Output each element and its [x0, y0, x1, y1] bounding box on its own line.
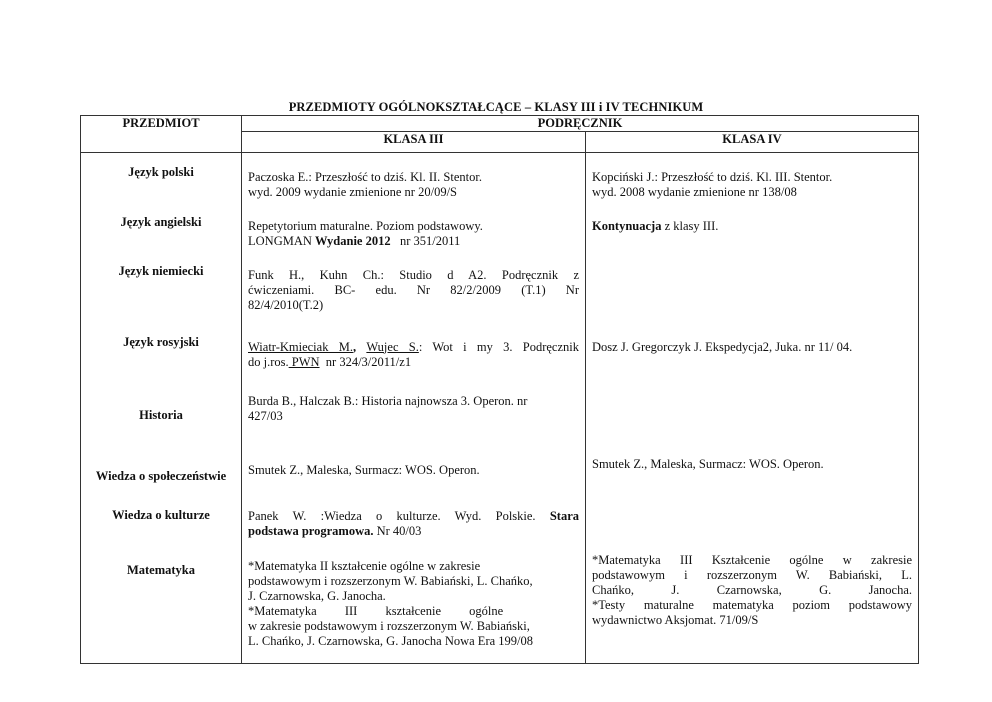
table-row: [81, 331, 919, 392]
class4-cell: [586, 215, 919, 264]
table-row: [81, 550, 919, 664]
subject-cell: [81, 215, 242, 264]
subject-cell: [81, 451, 242, 507]
header-empty-cell: [81, 132, 242, 153]
language-text: do j.ros.: [248, 354, 289, 369]
class3-line: Paczoska E.: Przeszłość to dziś. Kl. II. Stentor.: [248, 169, 482, 184]
class3-line: [248, 340, 579, 355]
class3-line: *Matematyka II kształcenie ogólne w zakresie: [248, 558, 481, 573]
class3-cell: [242, 215, 586, 264]
class4-line: Smutek Z., Maleska, Surmacz: WOS. Operon.: [592, 456, 824, 471]
header-class-3: KLASA III: [242, 132, 586, 153]
title-text: : Wot i my 3. Podręcznik: [418, 339, 580, 354]
subject-label: Język angielski: [120, 214, 202, 229]
subject-label: Matematyka: [126, 562, 196, 577]
curriculum-label: podstawa programowa.: [248, 523, 374, 538]
subject-cell: [81, 331, 242, 392]
class4-cell: [586, 507, 919, 550]
continuation-label: Kontynuacja: [592, 218, 662, 233]
table-row: [81, 392, 919, 451]
subject-label: Język niemiecki: [118, 263, 204, 278]
author-link: Wujec S.: [366, 339, 419, 354]
table-row: [81, 152, 919, 215]
class4-line: Dosz J. Gregorczyk J. Ekspedycja2, Juka. nr 11/ 04.: [592, 339, 853, 354]
subject-cell: [81, 507, 242, 550]
subject-label: Wiedza o kulturze: [112, 507, 210, 522]
publisher-text: PWN: [288, 354, 320, 369]
class3-cell: [242, 331, 586, 392]
class4-line: Chańko, J. Czarnowska, G. Janocha.: [592, 582, 913, 597]
separator: ,: [352, 339, 367, 354]
class4-cell: [586, 264, 919, 331]
class3-line: Funk H., Kuhn Ch.: Studio d A2. Podręcznik z: [248, 267, 579, 282]
class3-cell: [242, 264, 586, 331]
subject-label: Wiedza o społeczeństwie: [95, 468, 227, 483]
table-row: [81, 451, 919, 507]
subject-label: Język polski: [128, 164, 194, 179]
class4-line: wyd. 2008 wydanie zmienione nr 138/08: [592, 184, 797, 199]
class4-line: *Matematyka III Kształcenie ogólne w zakresie: [592, 552, 913, 567]
class3-line: 82/4/2010(T.2): [248, 297, 324, 312]
class4-line: *Testy maturalne matematyka poziom podstawowy: [592, 597, 913, 612]
class3-cell: [242, 152, 586, 215]
class3-line: Repetytorium maturalne. Poziom podstawowy.: [248, 218, 483, 233]
document-title: PRZEDMIOTY OGÓLNOKSZTAŁCĄCE – KLASY III i IV TECHNIKUM: [288, 100, 704, 114]
continuation-text: z klasy III.: [661, 218, 719, 233]
subject-cell: [81, 550, 242, 664]
class3-line: w zakresie podstawowym i rozszerzonym W. Babiański,: [248, 618, 530, 633]
subject-cell: [81, 152, 242, 215]
class3-line: Smutek Z., Maleska, Surmacz: WOS. Operon.: [248, 462, 480, 477]
publisher-text: LONGMAN: [248, 233, 316, 248]
class4-line: [592, 219, 912, 234]
class4-line: Kopciński J.: Przeszłość to dziś. Kl. III. Stentor.: [592, 169, 833, 184]
class3-cell: [242, 392, 586, 451]
class4-cell: [586, 152, 919, 215]
class4-cell: [586, 451, 919, 507]
class3-cell: [242, 451, 586, 507]
class3-cell: [242, 550, 586, 664]
header-class-4: KLASA IV: [586, 132, 919, 153]
class3-line: J. Czarnowska, G. Janocha.: [248, 588, 386, 603]
header-textbook: PODRĘCZNIK: [242, 116, 919, 132]
subject-cell: [81, 264, 242, 331]
header-subject: PRZEDMIOT: [81, 116, 242, 132]
class3-line: *Matematyka III kształcenie ogólne: [248, 603, 504, 618]
author-link: Wiatr-Kmieciak M.: [248, 339, 353, 354]
subject-cell: [81, 392, 242, 451]
edition-text: Wydanie 2012: [315, 233, 391, 248]
class4-cell: [586, 392, 919, 451]
class3-cell: [242, 507, 586, 550]
old-curriculum-label: Stara: [549, 508, 579, 523]
subject-label: Język rosyjski: [123, 334, 199, 349]
approval-number: nr 324/3/2011/z1: [319, 354, 412, 369]
class3-line: L. Chańko, J. Czarnowska, G. Janocha Nowa Era 199/08: [248, 633, 534, 648]
class4-line: podstawowym i rozszerzonym W. Babiański, L.: [592, 567, 913, 582]
class4-cell: [586, 550, 919, 664]
table-row: [81, 507, 919, 550]
table-row: [81, 264, 919, 331]
approval-number: nr 351/2011: [390, 233, 461, 248]
title-text: Panek W. :Wiedza o kulturze. Wyd. Polskie.: [248, 508, 550, 523]
class4-cell: [586, 331, 919, 392]
subject-label: Historia: [139, 407, 183, 422]
table-row: [81, 215, 919, 264]
class3-line: [248, 509, 579, 524]
class4-line: wydawnictwo Aksjomat. 71/09/S: [592, 612, 759, 627]
class3-line: wyd. 2009 wydanie zmienione nr 20/09/S: [248, 184, 457, 199]
approval-number: Nr 40/03: [373, 523, 422, 538]
class3-line: 427/03: [248, 408, 283, 423]
class3-line: [248, 234, 579, 249]
class3-line: podstawowym i rozszerzonym W. Babiański, L. Chańko,: [248, 573, 533, 588]
class3-line: [248, 524, 579, 539]
class3-line: Burda B., Halczak B.: Historia najnowsza 3. Operon. nr: [248, 393, 528, 408]
class3-line: ćwiczeniami. BC- edu. Nr 82/2/2009 (T.1) Nr: [248, 282, 579, 297]
class3-line: [248, 355, 579, 370]
textbook-table: [80, 115, 919, 664]
